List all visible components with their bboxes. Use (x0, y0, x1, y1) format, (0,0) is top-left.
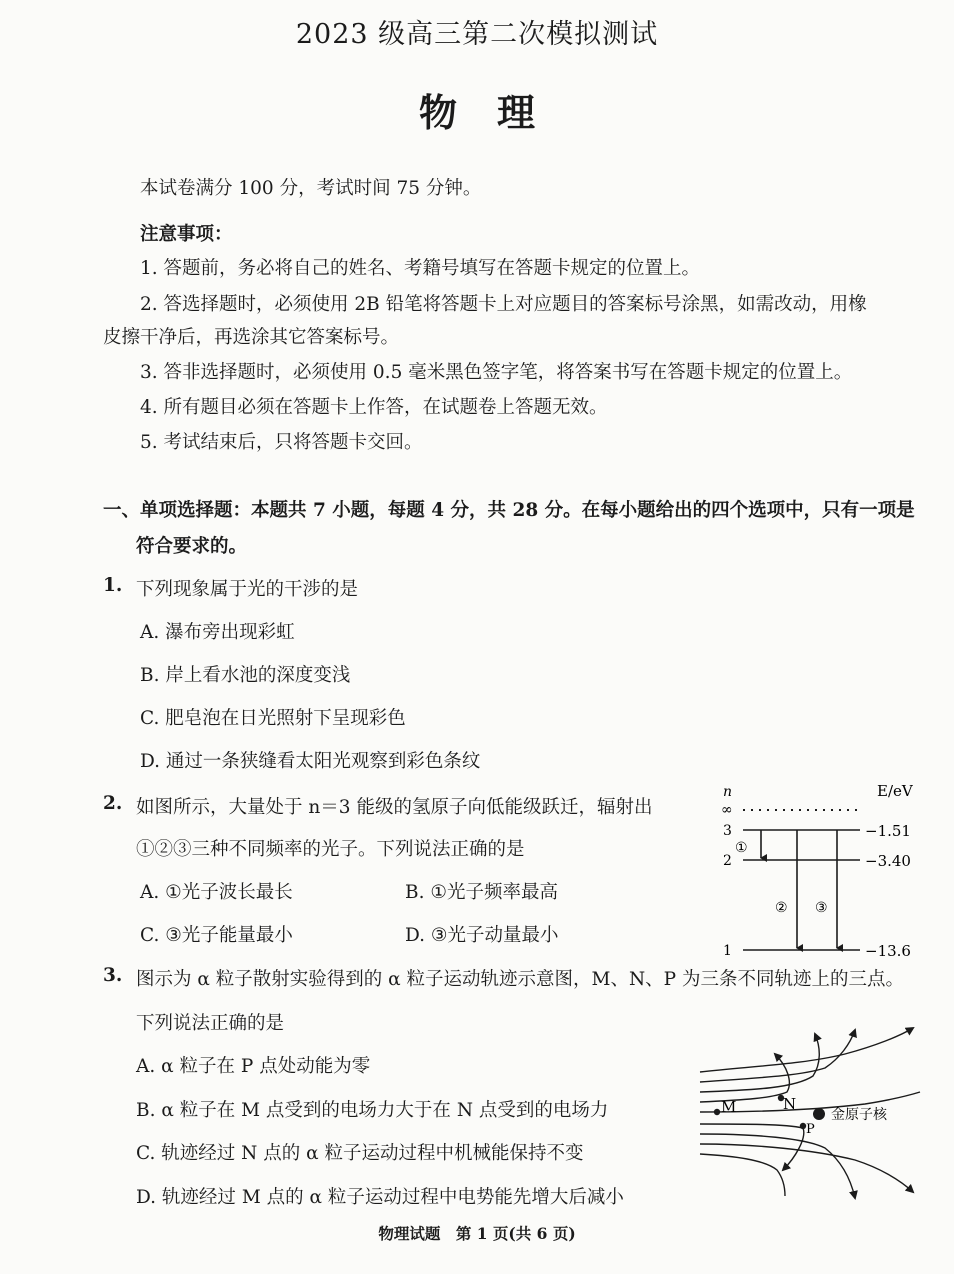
level-1-energy: −13.6 (865, 942, 911, 960)
q1-stem: 下列现象属于光的干涉的是 (136, 579, 359, 600)
energy-level-diagram (715, 780, 925, 965)
intro-text: 本试卷满分 100 分，考试时间 75 分钟。 (140, 178, 482, 199)
transition-1-label: ① (735, 840, 748, 856)
q1-option-b: B. 岸上看水池的深度变浅 (140, 665, 351, 686)
note-item-1: 1. 答题前，务必将自己的姓名、考籍号填写在答题卡规定的位置上。 (140, 258, 701, 279)
trajectory-n-track (700, 1054, 789, 1102)
transition-2-label: ② (775, 900, 788, 916)
exam-title: 2023 级高三第二次模拟测试 (295, 19, 659, 50)
label-nucleus: 金原子核 (831, 1107, 887, 1123)
q2-option-c: C. ③光子能量最小 (140, 925, 293, 946)
page-footer: 物理试题 第 1 页(共 6 页) (378, 1224, 576, 1243)
note-item-4: 4. 所有题目必须在答题卡上作答，在试题卷上答题无效。 (140, 397, 608, 418)
notes-heading: 注意事项： (140, 224, 233, 245)
transition-3-label: ③ (815, 900, 828, 916)
q3-stem-line1: 图示为 α 粒子散射实验得到的 α 粒子运动轨迹示意图，M、N、P 为三条不同轨迹上的三点。 (136, 969, 904, 990)
q3-option-a: A. α 粒子在 P 点处动能为零 (136, 1056, 371, 1077)
label-p: P (806, 1122, 815, 1137)
q2-option-d: D. ③光子动量最小 (405, 925, 559, 946)
energy-axis-label: E/eV (877, 782, 913, 800)
alpha-scattering-diagram (695, 1020, 925, 1205)
note-item-3: 3. 答非选择题时，必须使用 0.5 毫米黑色签字笔，将答案书写在答题卡规定的位置上。 (140, 362, 853, 383)
q3-number: 3. (103, 965, 123, 986)
gold-nucleus (813, 1108, 825, 1120)
note-item-2-cont: 皮擦干净后，再选涂其它答案标号。 (103, 327, 400, 348)
level-3-n: 3 (723, 823, 732, 839)
q2-option-b: B. ①光子频率最高 (405, 882, 558, 903)
trajectory-lower-2 (700, 1144, 913, 1192)
q2-number: 2. (103, 793, 123, 814)
q3-stem-line2: 下列说法正确的是 (136, 1013, 285, 1034)
level-1-n: 1 (723, 943, 732, 959)
level-3-energy: −1.51 (865, 822, 911, 840)
q3-option-b: B. α 粒子在 M 点受到的电场力大于在 N 点受到的电场力 (136, 1100, 609, 1121)
q1-option-d: D. 通过一条狭缝看太阳光观察到彩色条纹 (140, 751, 481, 772)
q3-option-d: D. 轨迹经过 M 点的 α 粒子运动过程中电势能先增大后减小 (136, 1187, 624, 1208)
n-axis-label: n (723, 784, 733, 800)
trajectory-upper-3 (700, 1034, 819, 1092)
label-n: N (783, 1095, 797, 1113)
trajectory-lower-1 (700, 1134, 855, 1198)
q2-option-a: A. ①光子波长最长 (140, 882, 293, 903)
level-2-energy: −3.40 (865, 852, 911, 870)
infinity-label: ∞ (721, 802, 733, 818)
q3-option-c: C. 轨迹经过 N 点的 α 粒子运动过程中机械能保持不变 (136, 1143, 584, 1164)
q1-option-a: A. 瀑布旁出现彩虹 (140, 622, 295, 643)
q2-stem-line2: ①②③三种不同频率的光子。下列说法正确的是 (136, 839, 525, 860)
trajectory-lower-3 (700, 1154, 785, 1196)
label-m: M (721, 1098, 737, 1116)
q2-stem-line1: 如图所示，大量处于 n＝3 能级的氢原子向低能级跃迁，辐射出 (136, 797, 653, 818)
subject-title: 物理 (418, 90, 575, 135)
section-heading-cont: 符合要求的。 (136, 536, 248, 557)
note-item-2: 2. 答选择题时，必须使用 2B 铅笔将答题卡上对应题目的答案标号涂黑，如需改动，用橡 (140, 294, 867, 315)
q1-number: 1. (103, 575, 123, 596)
note-item-5: 5. 考试结束后，只将答题卡交回。 (140, 432, 423, 453)
q1-option-c: C. 肥皂泡在日光照射下呈现彩色 (140, 708, 406, 729)
trajectory-upper-1 (700, 1028, 913, 1072)
level-2-n: 2 (723, 853, 732, 869)
point-m (714, 1109, 720, 1115)
section-heading: 一、单项选择题：本题共 7 小题，每题 4 分，共 28 分。在每小题给出的四个选项中，只有一项是 (103, 500, 915, 521)
trajectory-p-track (700, 1124, 804, 1170)
